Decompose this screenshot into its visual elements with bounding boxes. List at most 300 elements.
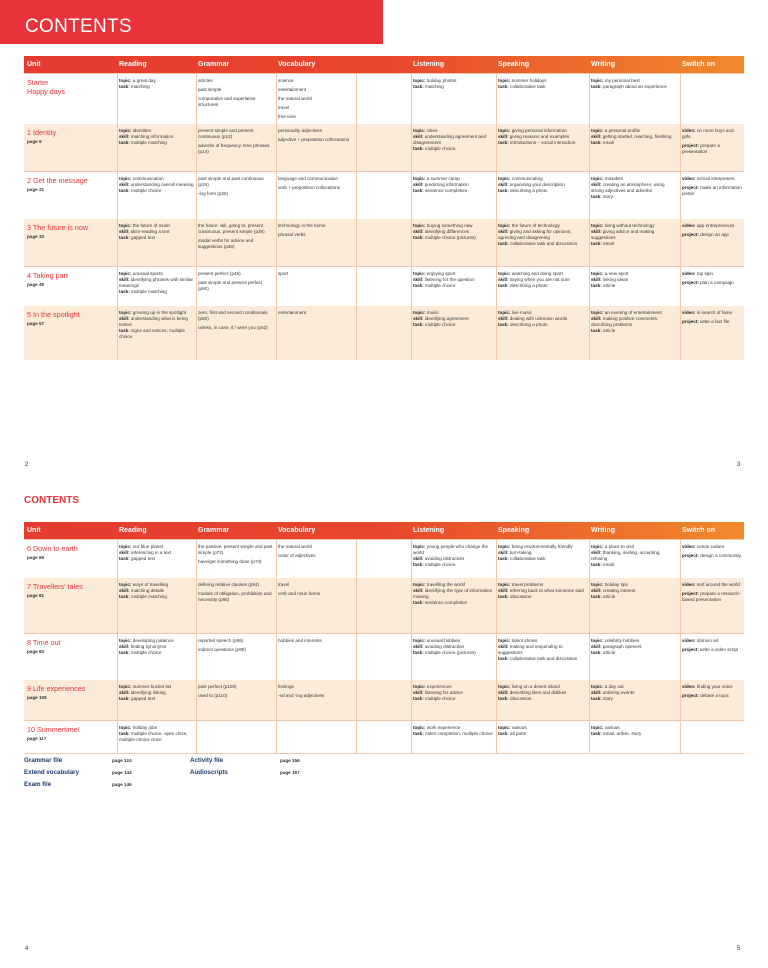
cell-key: skill: (413, 316, 425, 321)
cell-key: skill: (119, 277, 131, 282)
cell-key: skill: (119, 550, 131, 555)
cell-value: write a video script (700, 647, 739, 652)
cell-value: living on a desert island (511, 684, 560, 689)
cell-key: topic: (591, 725, 605, 730)
cell-value: celebrity hobbies (604, 638, 640, 643)
cell-paragraph (498, 78, 586, 90)
cell-key: topic: (119, 684, 133, 689)
cell-value: skim-reading a text (130, 229, 170, 234)
cell-line: free time (278, 114, 296, 119)
cell-key: task: (119, 650, 132, 655)
cell-paragraph (278, 114, 356, 120)
cell-paragraph (198, 78, 274, 84)
cell-key: topic: (591, 544, 605, 549)
cell-value: multiple choice (425, 146, 456, 151)
switch-on-cell (682, 128, 742, 158)
column-header: Listening (413, 61, 445, 68)
column-divider (276, 578, 277, 633)
cell-key: video: (682, 582, 697, 587)
column-header: Writing (591, 527, 615, 534)
cell-value: giving personal information (511, 128, 567, 133)
column-divider (589, 540, 590, 579)
column-divider (276, 172, 277, 220)
column-divider (496, 267, 497, 307)
column-divider (117, 721, 118, 753)
cell-line: hobbies and interests (278, 638, 322, 643)
cell-paragraph (119, 78, 195, 90)
cell-value: design a community (700, 553, 741, 558)
cell-line (591, 696, 677, 702)
cell-value: multiple choice (425, 283, 456, 288)
cell-value: linking ideas (602, 277, 629, 282)
cell-key: task: (119, 696, 132, 701)
cell-key: project: (682, 232, 701, 237)
cell-value: write a fact file (700, 319, 730, 324)
unit-page: page 117 (27, 736, 47, 741)
cell-value: paragraph openers (602, 644, 642, 649)
cell-paragraph (278, 87, 356, 93)
unit-page: page 45 (27, 282, 45, 287)
cell-value: listening for advice (424, 690, 463, 695)
cell-paragraph (591, 78, 677, 90)
cell-line (413, 283, 493, 289)
cell-key: skill: (413, 588, 425, 593)
unit-name[interactable]: Starter Happy days (27, 78, 65, 96)
cell-key: topic: (119, 128, 133, 133)
column-header: Grammar (198, 527, 230, 534)
column-divider (356, 540, 357, 579)
cell-paragraph (413, 582, 493, 606)
cell-line: modals of obligation, prohibition and necessity (p86) (198, 591, 272, 602)
cell-paragraph (198, 87, 274, 93)
cell-line (498, 241, 586, 247)
cell-value: communicating (511, 176, 543, 181)
column-divider (356, 267, 357, 307)
column-divider (496, 306, 497, 360)
column-divider (196, 680, 197, 720)
cell-key: project: (682, 143, 701, 148)
cell-line (591, 562, 677, 568)
unit-name[interactable]: 6 Down to earth (27, 544, 78, 553)
cell-paragraph (119, 638, 195, 656)
vocabulary-cell (278, 223, 356, 241)
footer-link[interactable]: Grammar file (24, 757, 63, 764)
cell-paragraph (413, 223, 493, 241)
cell-key: task: (119, 140, 132, 145)
cell-line: articles (198, 78, 213, 83)
listening-cell (413, 544, 493, 571)
reading-cell (119, 725, 195, 746)
cell-key: topic: (119, 725, 133, 730)
table-row (24, 680, 744, 720)
cell-key: task: (498, 656, 511, 661)
writing-cell (591, 223, 677, 250)
listening-cell (413, 176, 493, 197)
cell-paragraph (198, 271, 274, 277)
footer-page: page 167 (280, 770, 300, 775)
cell-key: topic: (498, 310, 512, 315)
cell-line: used to (p110) (198, 693, 228, 698)
cell-value: understanding what is being tested (119, 316, 188, 327)
cell-paragraph (278, 582, 356, 588)
cell-line (498, 696, 586, 702)
cell-value: creating interest (602, 588, 636, 593)
cell-paragraph (413, 638, 493, 656)
cell-key: task: (119, 84, 132, 89)
column-divider (496, 578, 497, 633)
speaking-cell (498, 78, 586, 93)
writing-cell (591, 78, 677, 93)
cell-key: task: (498, 556, 511, 561)
cell-key: topic: (413, 176, 427, 181)
grammar-cell (198, 684, 274, 702)
cell-line (591, 241, 677, 247)
cell-paragraph (119, 176, 195, 194)
column-divider (589, 578, 590, 633)
cell-key: task: (413, 650, 426, 655)
cell-value: article (603, 650, 616, 655)
cell-value: matching (425, 84, 444, 89)
cell-paragraph (682, 647, 742, 653)
column-divider (496, 172, 497, 220)
reading-cell (119, 544, 195, 565)
cell-key: topic: (413, 725, 427, 730)
cell-key: task: (591, 140, 604, 145)
cell-paragraph (682, 176, 742, 182)
speaking-cell (498, 582, 586, 603)
unit-page: page 105 (27, 695, 47, 700)
cell-key: task: (591, 594, 604, 599)
cell-value: collaborative task and discussion (510, 656, 578, 661)
cell-value: understanding overall meaning (130, 182, 194, 187)
cell-value: ways of travelling (132, 582, 169, 587)
listening-cell (413, 310, 493, 331)
cell-value: gapped text (131, 556, 156, 561)
cell-key: project: (682, 591, 701, 596)
cell-value: collaborative task (510, 556, 546, 561)
column-divider (276, 721, 277, 753)
column-divider (117, 219, 118, 266)
cell-key: task: (591, 328, 604, 333)
cell-value: email, article, story (603, 731, 642, 736)
cell-value: finding synonyms (130, 644, 167, 649)
cell-value: describing a photo (510, 322, 548, 327)
cell-value: matching details (130, 588, 164, 593)
cell-key: topic: (119, 176, 133, 181)
speaking-cell (498, 684, 586, 705)
unit-name[interactable]: 8 Time out (27, 638, 61, 647)
cell-value: travelling the world (426, 582, 466, 587)
cell-value: saying when you are not sure (509, 277, 570, 282)
cell-paragraph (198, 191, 274, 197)
cell-paragraph (591, 176, 677, 200)
cell-value: giving and asking for opinions, agreeing and disagreeing (498, 229, 572, 240)
cell-paragraph (198, 559, 274, 565)
cell-line (682, 271, 742, 277)
footer-link[interactable]: Extend vocabulary (24, 769, 80, 776)
cell-line: -ing form (p26) (198, 191, 229, 196)
cell-paragraph (682, 693, 742, 699)
cell-key: project: (682, 319, 701, 324)
cell-value: giving advice and making suggestions (591, 229, 655, 240)
cell-value: the future of music (132, 223, 171, 228)
cell-value: an evening of entertainment (604, 310, 662, 315)
listening-cell (413, 725, 493, 740)
cell-value: ordering events (602, 690, 635, 695)
column-divider (196, 634, 197, 681)
column-divider (356, 219, 357, 266)
cell-key: video: (682, 684, 697, 689)
column-divider (356, 680, 357, 720)
reading-cell (119, 638, 195, 659)
column-divider (196, 219, 197, 266)
cell-value: matching information (130, 134, 174, 139)
cell-line (682, 319, 742, 325)
footer-link[interactable]: Audioscripts (190, 769, 228, 776)
switch-on-cell (682, 271, 742, 289)
unit-name[interactable]: 10 Summertime! (27, 725, 80, 734)
reading-cell (119, 128, 195, 149)
cell-key: topic: (591, 223, 605, 228)
column-divider (680, 124, 681, 171)
cell-key: topic: (498, 684, 512, 689)
cell-key: task: (119, 594, 132, 599)
column-divider (680, 578, 681, 633)
listening-cell (413, 223, 493, 244)
writing-cell (591, 271, 677, 292)
table-row (24, 219, 744, 266)
cell-line: adjective + preposition collocations (278, 137, 350, 142)
cell-line (591, 140, 677, 146)
unit-cell (27, 78, 115, 96)
cell-line: travel (278, 105, 290, 110)
cell-line: the passive: present simple and past simple (p72) (198, 544, 273, 555)
cell-line (682, 223, 742, 229)
cell-value: identifying the type of information missing (413, 588, 493, 599)
cell-line: sport (278, 271, 289, 276)
column-divider (680, 634, 681, 681)
cell-line (413, 544, 493, 556)
unit-name[interactable]: 1 Identity (27, 128, 57, 137)
cell-value: my personal best (604, 78, 640, 83)
cell-key: topic: (119, 310, 133, 315)
cell-value: multiple choice (425, 562, 456, 567)
table-row (24, 633, 744, 682)
cell-line (498, 556, 586, 562)
cell-key: skill: (498, 316, 510, 321)
cell-paragraph (682, 582, 742, 588)
cell-paragraph (498, 582, 586, 600)
cell-key: task: (413, 600, 426, 605)
cell-paragraph (498, 684, 586, 702)
footer-link[interactable]: Activity file (190, 757, 224, 764)
column-header: Switch on (682, 527, 716, 534)
reading-cell (119, 271, 195, 298)
cell-line (682, 693, 742, 699)
cell-line (682, 647, 742, 653)
cell-key: skill: (498, 644, 510, 649)
cell-paragraph (198, 238, 274, 250)
cell-line (591, 229, 677, 241)
cell-value: young people who change the world (413, 544, 489, 555)
cell-value: travel problems (511, 582, 544, 587)
unit-cell (27, 684, 115, 701)
cell-line: order of adjectives (278, 553, 316, 558)
cell-line: science (278, 78, 294, 83)
footer-link[interactable]: Exam file (24, 781, 52, 788)
cell-value: work experience (426, 725, 461, 730)
cell-value: avoiding distractors (424, 556, 465, 561)
column-header: Speaking (498, 527, 530, 534)
column-divider (117, 540, 118, 579)
column-divider (589, 721, 590, 753)
table-header-bar (24, 56, 744, 73)
column-divider (496, 219, 497, 266)
unit-name[interactable]: 5 In the spotlight (27, 310, 80, 319)
cell-key: task: (413, 235, 426, 240)
cell-key: topic: (498, 128, 512, 133)
cell-value: debate a topic (700, 693, 729, 698)
cell-paragraph (119, 582, 195, 600)
cell-paragraph (198, 591, 274, 603)
cell-paragraph (198, 128, 274, 140)
cell-paragraph (591, 544, 677, 568)
cell-key: task: (498, 84, 511, 89)
cell-value: prepare a presentation (682, 143, 720, 154)
unit-name[interactable]: 2 Get the message (27, 176, 88, 185)
cell-value: unusual sports (132, 271, 163, 276)
cell-paragraph (278, 638, 356, 644)
cell-paragraph (278, 185, 356, 191)
cell-key: skill: (413, 690, 425, 695)
cell-key: project: (682, 280, 701, 285)
grammar-cell (198, 271, 274, 295)
column-divider (680, 680, 681, 720)
page-title: CONTENTS (25, 16, 132, 37)
cell-paragraph (682, 185, 742, 197)
unit-name[interactable]: 3 The future is now (27, 223, 88, 232)
cell-key: topic: (498, 78, 512, 83)
cell-value: discussion (510, 594, 532, 599)
switch-on-cell (682, 176, 742, 200)
unit-name[interactable]: 7 Travellers' tales (27, 582, 83, 591)
cell-value: making and responding to suggestions (498, 644, 563, 655)
cell-paragraph (278, 544, 356, 550)
cell-line (498, 140, 586, 146)
cell-value: organising your description (509, 182, 565, 187)
cell-key: topic: (498, 582, 512, 587)
cell-line (498, 644, 586, 656)
cell-line (119, 696, 195, 702)
cell-line (682, 544, 742, 550)
unit-page: page 81 (27, 593, 45, 598)
cell-value: prepare a research-based presentation (682, 591, 741, 602)
cell-line: present simple and present continuous (p12) (198, 128, 254, 139)
column-divider (276, 540, 277, 579)
cell-paragraph (198, 280, 274, 292)
cell-line (119, 594, 195, 600)
cell-key: task: (591, 283, 604, 288)
cell-line (591, 283, 677, 289)
cell-line (119, 188, 195, 194)
cell-value: multiple matching (131, 594, 167, 599)
cell-value: introductions – social interaction (510, 140, 576, 145)
column-divider (356, 578, 357, 633)
switch-on-cell (682, 638, 742, 656)
cell-key: skill: (591, 644, 603, 649)
unit-name[interactable]: 4 Taking part (27, 271, 69, 280)
vocabulary-cell (278, 310, 356, 319)
cell-key: skill: (591, 588, 603, 593)
writing-cell (591, 310, 677, 337)
cell-value: summer bucket list (132, 684, 172, 689)
cell-key: task: (591, 650, 604, 655)
cell-key: topic: (413, 544, 427, 549)
cell-key: video: (682, 544, 697, 549)
cell-line: language and communication (278, 176, 339, 181)
cell-paragraph (591, 310, 677, 334)
cell-key: task: (591, 241, 604, 246)
cell-value: being environmentally friendly (511, 544, 573, 549)
cell-key: project: (682, 185, 701, 190)
cell-value: living without technology (604, 223, 655, 228)
page-number-right: 3 (737, 462, 741, 468)
cell-value: surf around the world (696, 582, 740, 587)
cell-key: task: (498, 283, 511, 288)
cell-value: describing likes and dislikes (509, 690, 567, 695)
column-divider (196, 267, 197, 307)
cell-value: mistakes (604, 176, 623, 181)
cell-key: topic: (498, 271, 512, 276)
cell-line: travel (278, 582, 290, 587)
cell-value: multiple choice, open cloze, multiple-choice cloze (119, 731, 188, 742)
cell-line: past simple and past continuous (p24) (198, 176, 264, 187)
column-divider (276, 267, 277, 307)
cell-line (498, 731, 586, 737)
column-divider (680, 721, 681, 753)
unit-name[interactable]: 9 Life experiences (27, 684, 86, 693)
cell-line: modal verbs for advice and suggestions (p38) (198, 238, 254, 249)
column-divider (411, 124, 412, 171)
cell-value: paragraph about an experience (603, 84, 667, 89)
cell-key: skill: (119, 588, 131, 593)
cell-key: skill: (498, 277, 510, 282)
cell-key: task: (498, 594, 511, 599)
cell-key: task: (413, 283, 426, 288)
unit-cell (27, 544, 115, 561)
cell-line (119, 650, 195, 656)
cell-key: skill: (119, 690, 131, 695)
cell-value: all parts (510, 731, 527, 736)
cell-line (682, 185, 742, 197)
cell-value: top spin (696, 271, 713, 276)
cell-paragraph (682, 143, 742, 155)
table-row (24, 306, 744, 360)
cell-value: a personal profile (604, 128, 641, 133)
cell-key: task: (119, 289, 132, 294)
cell-key: project: (682, 693, 701, 698)
column-divider (356, 721, 357, 753)
cell-line: past perfect (p108) (198, 684, 237, 689)
cell-paragraph (278, 553, 356, 559)
cell-key: topic: (413, 582, 427, 587)
cell-line (682, 232, 742, 238)
cell-key: skill: (119, 316, 131, 321)
cell-paragraph (278, 310, 356, 316)
cell-key: skill: (413, 134, 425, 139)
cell-key: skill: (413, 229, 425, 234)
cell-value: email (603, 241, 614, 246)
